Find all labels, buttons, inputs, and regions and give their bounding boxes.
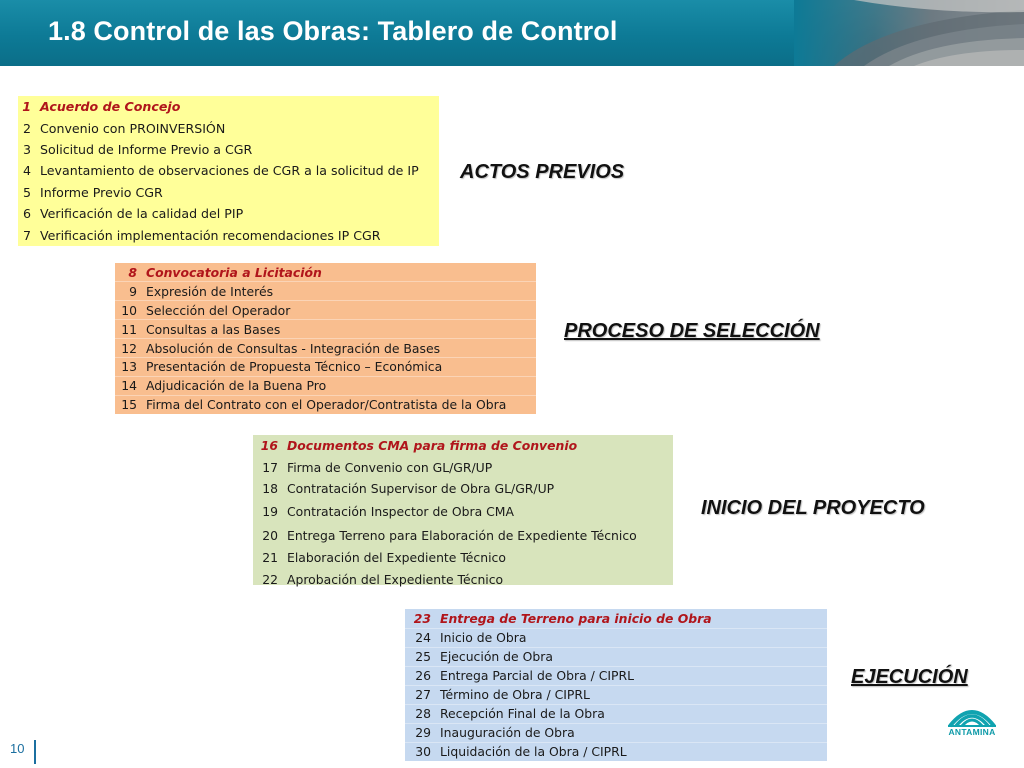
item-label: Ejecución de Obra bbox=[438, 647, 827, 666]
item-label: Recepción Final de la Obra bbox=[438, 704, 827, 723]
page-number-divider bbox=[34, 740, 36, 764]
table-row bbox=[405, 666, 827, 685]
table-row bbox=[18, 139, 439, 160]
item-label: Liquidación de la Obra / CIPRL bbox=[438, 742, 827, 761]
item-number: 11 bbox=[115, 320, 144, 339]
item-label: Entrega de Terreno para inicio de Obra bbox=[438, 609, 827, 628]
item-label: Levantamiento de observaciones de CGR a la solicitud de IP bbox=[40, 163, 419, 179]
table-row bbox=[405, 723, 827, 742]
item-label: Firma de Convenio con GL/GR/UP bbox=[287, 459, 493, 475]
item-number: 15 bbox=[115, 395, 144, 414]
item-number: 10 bbox=[115, 301, 144, 320]
table-row bbox=[115, 282, 536, 301]
item-number: 5 bbox=[22, 184, 31, 200]
item-number: 26 bbox=[405, 666, 438, 685]
table-row bbox=[18, 160, 439, 181]
item-number: 23 bbox=[405, 609, 438, 628]
item-label: Aprobación del Expediente Técnico bbox=[287, 571, 504, 587]
item-label: Contratación Inspector de Obra CMA bbox=[287, 503, 514, 519]
item-label: Entrega Parcial de Obra / CIPRL bbox=[438, 666, 827, 685]
table-row bbox=[253, 456, 673, 477]
item-label: Elaboración del Expediente Técnico bbox=[287, 550, 506, 566]
item-label: Firma del Contrato con el Operador/Contratista de la Obra bbox=[144, 395, 536, 414]
item-label: Convocatoria a Licitación bbox=[144, 263, 536, 282]
item-number: 19 bbox=[262, 503, 278, 519]
table-row bbox=[18, 117, 439, 138]
item-number: 24 bbox=[405, 628, 438, 647]
item-label: Informe Previo CGR bbox=[40, 184, 163, 200]
item-number: 27 bbox=[405, 685, 438, 704]
table-row bbox=[115, 357, 536, 376]
table-row bbox=[115, 376, 536, 395]
item-number: 7 bbox=[22, 227, 31, 243]
item-number: 12 bbox=[115, 339, 144, 358]
table-row bbox=[115, 301, 536, 320]
item-label: Inicio de Obra bbox=[438, 628, 827, 647]
item-number: 9 bbox=[115, 282, 144, 301]
item-number: 30 bbox=[405, 742, 438, 761]
table-row bbox=[405, 685, 827, 704]
table-row bbox=[253, 435, 673, 456]
section-actos-previos-table bbox=[18, 96, 439, 246]
mine-photo-image bbox=[794, 0, 1024, 66]
item-label: Adjudicación de la Buena Pro bbox=[144, 376, 536, 395]
item-label: Verificación de la calidad del PIP bbox=[40, 206, 244, 222]
item-label: Selección del Operador bbox=[144, 301, 536, 320]
item-number: 18 bbox=[262, 480, 278, 496]
item-number: 13 bbox=[115, 357, 144, 376]
table-row bbox=[253, 569, 673, 590]
table-row bbox=[405, 742, 827, 761]
table-row bbox=[18, 96, 439, 117]
table-row bbox=[18, 203, 439, 224]
item-label: Solicitud de Informe Previo a CGR bbox=[40, 141, 253, 157]
section-ejecucion-table bbox=[405, 609, 827, 761]
item-label: Absolución de Consultas - Integración de Bases bbox=[144, 339, 536, 358]
table-row bbox=[405, 609, 827, 628]
item-number: 17 bbox=[262, 459, 278, 475]
item-number: 2 bbox=[22, 120, 31, 136]
table-row bbox=[253, 478, 673, 499]
table-row bbox=[115, 339, 536, 358]
item-number: 22 bbox=[262, 571, 278, 587]
item-label: Verificación implementación recomendaciones IP CGR bbox=[40, 227, 381, 243]
item-label: Documentos CMA para firma de Convenio bbox=[287, 438, 578, 454]
item-number: 3 bbox=[22, 141, 31, 157]
table-row bbox=[115, 320, 536, 339]
section-label-proceso-seleccion: PROCESO DE SELECCIÓN bbox=[564, 320, 820, 342]
item-number: 21 bbox=[262, 550, 278, 566]
item-number: 20 bbox=[262, 527, 278, 543]
slide-header bbox=[0, 0, 1024, 66]
item-label: Entrega Terreno para Elaboración de Expediente Técnico bbox=[287, 527, 637, 543]
table-row bbox=[405, 704, 827, 723]
item-number: 29 bbox=[405, 723, 438, 742]
table-row bbox=[115, 395, 536, 414]
item-label: Expresión de Interés bbox=[144, 282, 536, 301]
item-label: Acuerdo de Concejo bbox=[40, 99, 181, 115]
item-number: 28 bbox=[405, 704, 438, 723]
item-number: 4 bbox=[22, 163, 31, 179]
table-row bbox=[18, 182, 439, 203]
header-photo bbox=[794, 0, 1024, 66]
item-label: Inauguración de Obra bbox=[438, 723, 827, 742]
item-label: Presentación de Propuesta Técnico – Económica bbox=[144, 357, 536, 376]
page-number: 10 bbox=[10, 741, 25, 756]
section-proceso-seleccion-table bbox=[115, 263, 536, 414]
item-number: 16 bbox=[260, 438, 278, 454]
item-number: 8 bbox=[115, 263, 144, 282]
logo-text: ANTAMINA bbox=[948, 727, 996, 737]
table-row bbox=[405, 628, 827, 647]
item-number: 6 bbox=[22, 206, 31, 222]
section-label-ejecucion: EJECUCIÓN bbox=[851, 666, 968, 688]
item-number: 1 bbox=[22, 99, 31, 115]
slide-title: 1.8 Control de las Obras: Tablero de Control bbox=[48, 16, 618, 46]
table-row bbox=[18, 224, 439, 245]
table-row bbox=[253, 499, 673, 523]
table-row bbox=[253, 523, 673, 547]
section-label-inicio-proyecto: INICIO DEL PROYECTO bbox=[701, 497, 925, 519]
item-label: Consultas a las Bases bbox=[144, 320, 536, 339]
table-row bbox=[253, 547, 673, 568]
item-label: Término de Obra / CIPRL bbox=[438, 685, 827, 704]
section-label-actos-previos: ACTOS PREVIOS bbox=[460, 161, 625, 183]
table-row bbox=[405, 647, 827, 666]
item-number: 14 bbox=[115, 376, 144, 395]
item-label: Convenio con PROINVERSIÓN bbox=[40, 120, 226, 136]
item-label: Contratación Supervisor de Obra GL/GR/UP bbox=[287, 480, 555, 496]
item-number: 25 bbox=[405, 647, 438, 666]
section-inicio-proyecto-table bbox=[253, 435, 673, 585]
table-row bbox=[115, 263, 536, 282]
